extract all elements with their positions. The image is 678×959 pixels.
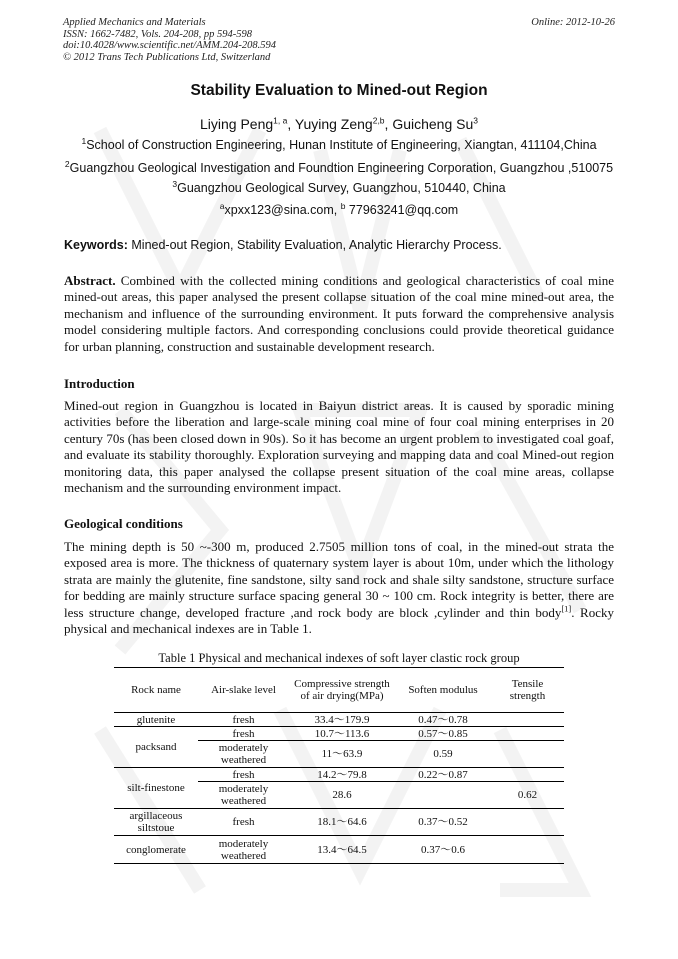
- col-tensile: Tensile strength: [509, 678, 546, 702]
- table-row: glutenite fresh 33.4～179.9 0.47～0.78: [114, 713, 564, 727]
- doi-line: doi:10.4028/www.scientific.net/AMM.204-208.594: [63, 40, 276, 51]
- issn-line: ISSN: 1662-7482, Vols. 204-208, pp 594-598: [63, 28, 252, 40]
- table-row: silt-finestone fresh 14.2～79.8 0.22～0.87: [114, 768, 564, 782]
- introduction-heading: Introduction: [64, 376, 135, 391]
- online-date: Online: 2012-10-26: [531, 17, 615, 28]
- table-row: packsand fresh 10.7～113.6 0.57～0.85: [114, 727, 564, 741]
- col-compressive: Compressive strength of air drying(MPa): [294, 678, 390, 702]
- col-rock-name: Rock name: [131, 684, 181, 696]
- journal-name: Applied Mechanics and Materials: [63, 17, 206, 28]
- affiliation-1: $^1$School of Construction Engineering, Hunan Institute of Engineering, Xiangtan, 411104,China: [81, 135, 597, 152]
- table-row: moderately weathered 11～63.9 0.59: [114, 741, 564, 768]
- table-row: moderately weathered 28.6 0.62: [114, 782, 564, 809]
- keywords: [64, 238, 614, 252]
- geology-heading: Geological conditions: [64, 516, 183, 531]
- affiliation-3: $^3$Guangzhou Geological Survey, Guangzhou, 510440, China: [172, 178, 506, 195]
- keywords-label: Keywords:: [64, 238, 128, 252]
- table-row: conglomerate moderately weathered 13.4～64.5 0.37～0.6: [114, 836, 564, 864]
- citation-ref: [1]: [561, 603, 572, 614]
- email-b: 77963241@qq.com: [345, 203, 459, 217]
- author-name: Liying Peng: [199, 116, 274, 132]
- author-emails: $^a$xpxx123@sina.com, $^b$ 77963241@qq.com: [219, 200, 459, 217]
- table-1: [114, 667, 564, 864]
- paper-title: Stability Evaluation to Mined-out Region: [190, 82, 488, 99]
- table-header-row: [114, 668, 564, 713]
- email-a: xpxx123@sina.com,: [224, 203, 341, 217]
- author-name: Yuying Zeng: [294, 116, 373, 132]
- author-sup: 2,b: [372, 115, 385, 126]
- col-air-slake: Air-slake level: [211, 684, 276, 696]
- abstract-text: Combined with the collected mining conditions and geological characteristics of coal mine mined-out areas, this paper analysed the present collapse situation of the coal mine mined-out area, the mechanism and influence of the surrounding environment. It puts forward the comprehensive analysis model considering multiple factors. And corresponding conclusions could provide theoretical guidance for urban planning, construction and sustainable development research.: [64, 273, 614, 354]
- author-sup: 1, a: [273, 115, 288, 126]
- abstract: [64, 273, 614, 355]
- geology-text: The mining depth is 50 ~-300 m, produced 2.7505 million tons of coal, in the mined-out strata the exposed area is more. The thickness of quaternary system layer is about 10m, under which the lithology strata are mainly the glutenite, fine sandstone, silty sand rock and shale silty sandstone, structure surface for bedding are mainly structure surface spacing general 30 ~ 100 cm. Rock integrity is better, there are less structure change, developed fracture ,and rock body are block ,cylinder and thin body[1]. Rocky physical and mechanical indexes are in Table 1.: [64, 539, 614, 637]
- col-soften: Soften modulus: [408, 684, 478, 696]
- author-sup: 3: [473, 115, 479, 126]
- table-caption: Table 1 Physical and mechanical indexes of soft layer clastic rock group: [158, 651, 520, 665]
- introduction-text: Mined-out region in Guangzhou is located in Baiyun district areas. It is caused by sporadic mining activities before the liberation and large-scale mining coal mine of four coal mining enterprises in 20 century 70s (has been closed down in 90s). So it has become an urgent problem to investigated coal goaf, and evaluate its stability thoroughly. Exploration surveying and mapping data and coal Mined-out region monitoring data, this paper analysed the collapse present situation of the coal mine areas, collapse mechanism and the surrounding environment impact.: [64, 398, 614, 496]
- journal-header: [63, 17, 276, 63]
- author-list: Liying Peng$^{1, a}$, Yuying Zeng$^{2,b}$, Guicheng Su$^3$: [199, 115, 479, 132]
- affiliation-2: $^2$Guangzhou Geological Investigation and Foundtion Engineering Corporation, Guangzhou ,510075: [64, 158, 614, 175]
- abstract-label: Abstract.: [64, 273, 116, 288]
- author-name: Guicheng Su: [392, 116, 474, 132]
- table-row: argillaceous siltstoue fresh 18.1～64.6 0.37～0.52: [114, 809, 564, 836]
- keywords-text: Mined-out Region, Stability Evaluation, Analytic Hierarchy Process.: [127, 238, 502, 252]
- copyright-line: © 2012 Trans Tech Publications Ltd, Switzerland: [63, 51, 271, 63]
